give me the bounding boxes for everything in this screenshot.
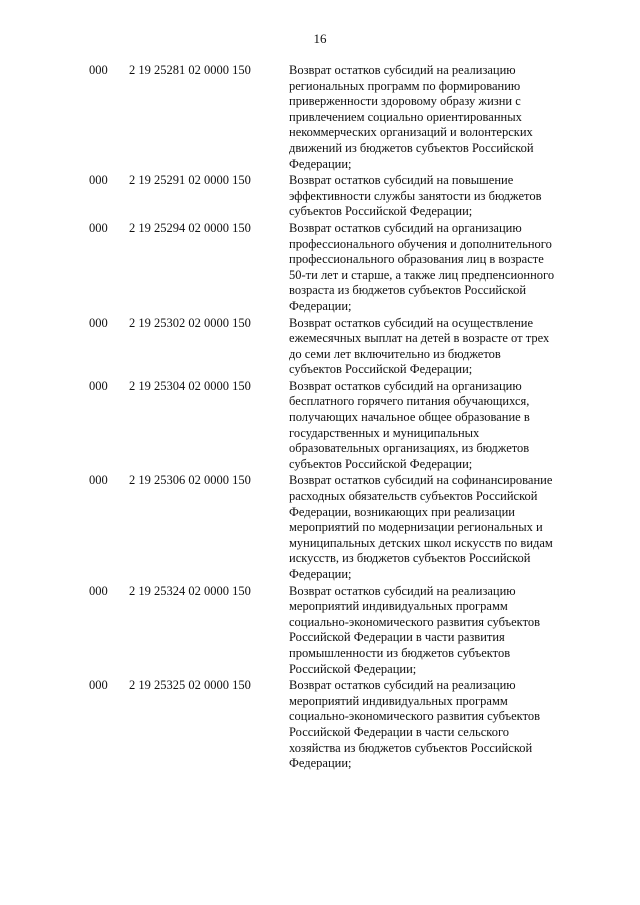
admin-code: 000 — [89, 220, 108, 235]
budget-code: 2 19 25291 02 0000 150 — [129, 173, 251, 188]
row-description — [289, 678, 599, 772]
description-line: эффективности службы занятости из бюджетов — [289, 188, 542, 203]
description-line: Возврат остатков субсидий на реализацию — [289, 583, 516, 598]
row-description — [289, 63, 599, 172]
description-line: социально-экономического развития субъектов — [289, 709, 541, 724]
admin-code: 000 — [89, 473, 108, 488]
description-line: субъектов Российской Федерации; — [289, 456, 473, 471]
description-line: привлечением социально ориентированных — [289, 109, 522, 124]
description-line: региональных программ по формированию — [289, 78, 521, 93]
admin-code: 000 — [89, 678, 108, 693]
description-line: Российской Федерации в части сельского — [289, 724, 510, 739]
description-line: получающих начальное общее образование в — [289, 410, 530, 425]
description-line: Федерации; — [289, 156, 352, 171]
table-row — [89, 473, 609, 582]
row-description — [289, 584, 599, 678]
row-description — [289, 473, 599, 582]
table-row — [89, 173, 609, 220]
description-line: субъектов Российской Федерации; — [289, 362, 473, 377]
table-row — [89, 221, 609, 315]
table-row — [89, 379, 609, 473]
description-line: возраста из бюджетов субъектов Российской — [289, 283, 527, 298]
row-description — [289, 221, 599, 315]
description-line: государственных и муниципальных — [289, 425, 480, 440]
description-line: профессионального обучения и дополнительного — [289, 236, 552, 251]
description-line: Возврат остатков субсидий на реализацию — [289, 678, 516, 693]
description-line: приверженности здоровому образу жизни с — [289, 94, 521, 109]
description-line: Возврат остатков субсидий на организацию — [289, 220, 522, 235]
budget-code: 2 19 25306 02 0000 150 — [129, 473, 251, 488]
description-line: Федерации; — [289, 567, 352, 581]
budget-code: 2 19 25325 02 0000 150 — [129, 678, 251, 693]
budget-code: 2 19 25302 02 0000 150 — [129, 315, 251, 330]
description-line: Возврат остатков субсидий на организацию — [289, 378, 522, 393]
row-description — [289, 379, 599, 473]
table-row — [89, 584, 609, 678]
description-line: мероприятий по модернизации региональных и — [289, 520, 543, 535]
table-row — [89, 678, 609, 772]
table-row — [89, 63, 609, 172]
description-line: промышленности из бюджетов субъектов — [289, 645, 511, 660]
description-line: образовательных организациях, из бюджетов — [289, 441, 530, 456]
admin-code: 000 — [89, 63, 108, 77]
description-line: ежемесячных выплат на детей в возрасте от трех — [289, 331, 550, 346]
page-number: 16 — [313, 31, 327, 46]
description-line: движений из бюджетов субъектов Российской — [289, 140, 534, 155]
description-line: муниципальных детских школ искусств по видам — [289, 535, 553, 550]
description-line: до семи лет включительно из бюджетов — [289, 346, 501, 361]
description-line: хозяйства из бюджетов субъектов Российской — [289, 740, 533, 755]
budget-classification-table — [89, 63, 609, 773]
description-line: 50-ти лет и старше, а также лиц предпенсионного — [289, 267, 555, 282]
description-line: профессионального образования лиц в возрасте — [289, 252, 544, 267]
budget-code: 2 19 25281 02 0000 150 — [129, 63, 251, 77]
description-line: Федерации, возникающих при реализации — [289, 504, 515, 519]
description-line: Возврат остатков субсидий на реализацию — [289, 63, 516, 77]
description-line: Российской Федерации; — [289, 661, 417, 676]
description-line: бесплатного горячего питания обучающихся, — [289, 394, 530, 409]
description-line: субъектов Российской Федерации; — [289, 204, 473, 219]
description-line: искусств, из бюджетов субъектов Российской — [289, 551, 531, 566]
description-line: Федерации; — [289, 298, 352, 313]
row-description — [289, 316, 599, 378]
admin-code: 000 — [89, 378, 108, 393]
description-line: социально-экономического развития субъектов — [289, 614, 541, 629]
admin-code: 000 — [89, 173, 108, 188]
row-description — [289, 173, 599, 220]
description-line: расходных обязательств субъектов Российской — [289, 489, 538, 504]
description-line: мероприятий индивидуальных программ — [289, 599, 508, 614]
description-line: некоммерческих организаций и волонтерских — [289, 125, 533, 140]
description-line: Возврат остатков субсидий на софинансирование — [289, 473, 553, 488]
budget-code: 2 19 25324 02 0000 150 — [129, 583, 251, 598]
admin-code: 000 — [89, 583, 108, 598]
description-line: Федерации; — [289, 756, 352, 771]
description-line: Возврат остатков субсидий на повышение — [289, 173, 514, 188]
description-line: Возврат остатков субсидий на осуществление — [289, 315, 534, 330]
table-row — [89, 316, 609, 378]
description-line: Российской Федерации в части развития — [289, 630, 505, 645]
budget-code: 2 19 25294 02 0000 150 — [129, 220, 251, 235]
admin-code: 000 — [89, 315, 108, 330]
description-line: мероприятий индивидуальных программ — [289, 693, 508, 708]
budget-code: 2 19 25304 02 0000 150 — [129, 378, 251, 393]
